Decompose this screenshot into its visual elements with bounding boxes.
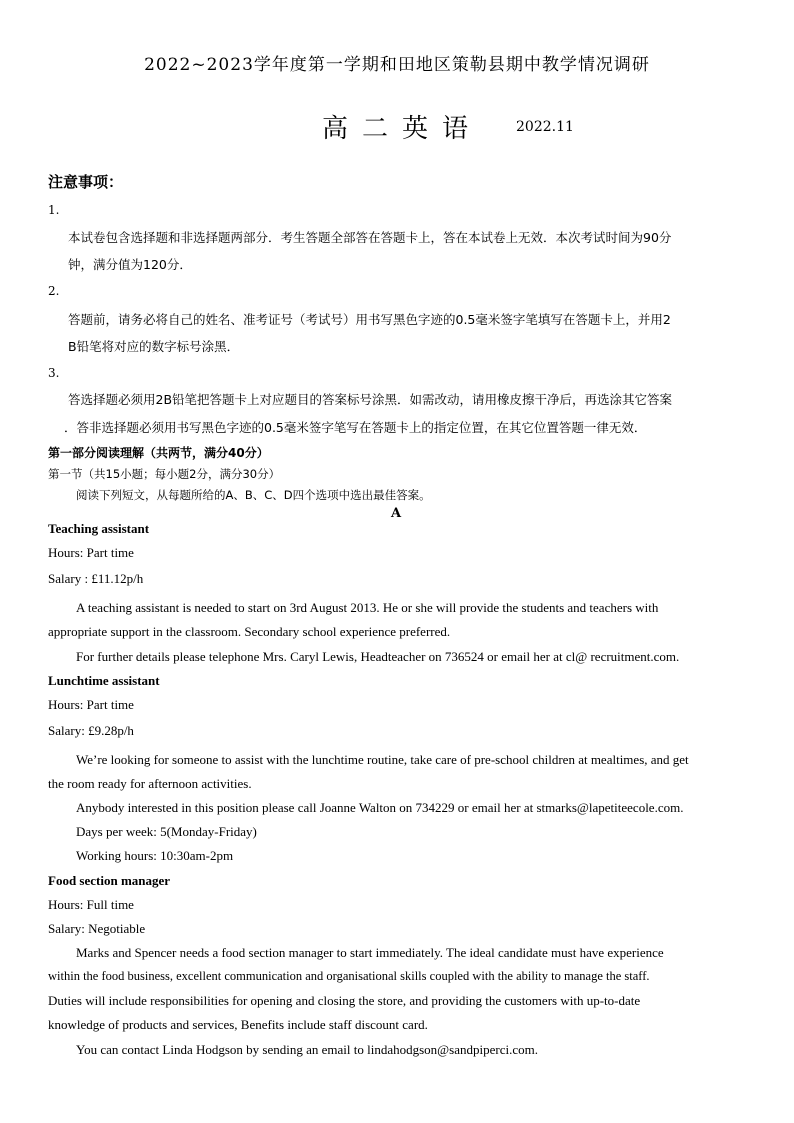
job-description-line: For further details please telephone Mrs. Caryl Lewis, Headteacher on 736524 or email her at cl@ recruitment.com. — [76, 649, 680, 664]
job-description-line: Anybody interested in this position please call Joanne Walton on 734229 or email her at stmarks@lapetiteecole.com. — [76, 800, 684, 815]
job-title: Lunchtime assistant — [48, 673, 160, 688]
job-hours: Hours: Part time — [48, 545, 134, 560]
job-title: Food section manager — [48, 873, 171, 888]
job-description-line: knowledge of products and services, Benefits include staff discount card. — [48, 1017, 428, 1032]
subject-title: 高二英语 — [322, 114, 483, 144]
notice-heading: 注意事项： — [48, 173, 124, 191]
notice-item-number: 1. — [48, 203, 60, 217]
job-hours: Hours: Part time — [48, 697, 134, 712]
job-description-line: A teaching assistant is needed to start on 3rd August 2013. He or she will provide the students and teachers with — [76, 600, 659, 615]
part-heading: 第一部分阅读理解（共两节，满分40分） — [48, 446, 269, 460]
job-salary: Salary: Negotiable — [48, 921, 146, 936]
job-description-line: Duties will include responsibilities for opening and closing the store, and providing the customers with up-to-date — [48, 993, 641, 1008]
job-title: Teaching assistant — [48, 521, 150, 536]
section-heading: 第一节（共15小题；每小题2分，满分30分） — [48, 467, 281, 481]
notice-item-number: 3. — [48, 366, 60, 380]
job-description-line: appropriate support in the classroom. Secondary school experience preferred. — [48, 624, 451, 639]
job-description-line: We’re looking for someone to assist with the lunchtime routine, take care of pre-school children at mealtimes, and get — [76, 752, 689, 767]
job-hours: Hours: Full time — [48, 897, 134, 912]
job-salary: Salary : £11.12p/h — [48, 571, 144, 586]
notice-item-line: 本试卷包含选择题和非选择题两部分．考生答题全部答在答题卡上，答在本试卷上无效．本次考试时间为90分 — [68, 230, 672, 245]
passage-label: A — [391, 506, 402, 521]
job-salary: Salary: £9.28p/h — [48, 723, 134, 738]
job-description-line: Marks and Spencer needs a food section manager to start immediately. The ideal candidate must have experience — [76, 945, 664, 960]
exam-header: 2022~2023学年度第一学期和田地区策勒县期中教学情况调研 — [144, 55, 650, 75]
job-description-line: within the food business, excellent communication and organisational skills coupled with the ability to manage the staff. — [48, 969, 650, 983]
notice-item-line: 钟，满分值为120分． — [68, 257, 192, 272]
exam-date: 2022.11 — [516, 119, 574, 135]
job-description-line: Days per week: 5(Monday-Friday) — [76, 824, 257, 839]
section-instruction: 阅读下列短文，从每题所给的A、B、C、D四个选项中选出最佳答案。 — [76, 488, 431, 502]
job-description-line: the room ready for afternoon activities. — [48, 776, 252, 791]
job-description-line: Working hours: 10:30am-2pm — [76, 848, 234, 863]
job-description-line: You can contact Linda Hodgson by sending an email to lindahodgson@sandpiperci.com. — [76, 1042, 538, 1057]
notice-item-line: B铅笔将对应的数字标号涂黑． — [68, 339, 240, 354]
notice-item-number: 2. — [48, 284, 60, 298]
notice-item-line: ．答非选择题必须用书写黑色字迹的0.5毫米签字笔写在答题卡上的指定位置，在其它位置答题一律无效． — [64, 420, 647, 435]
notice-item-line: 答选择题必须用2B铅笔把答题卡上对应题目的答案标号涂黑．如需改动，请用橡皮擦干净后，再选涂其它答案 — [68, 392, 673, 407]
notice-item-line: 答题前，请务必将自己的姓名、准考证号（考试号）用书写黑色字迹的0.5毫米签字笔填写在答题卡上，并用2 — [68, 312, 671, 327]
